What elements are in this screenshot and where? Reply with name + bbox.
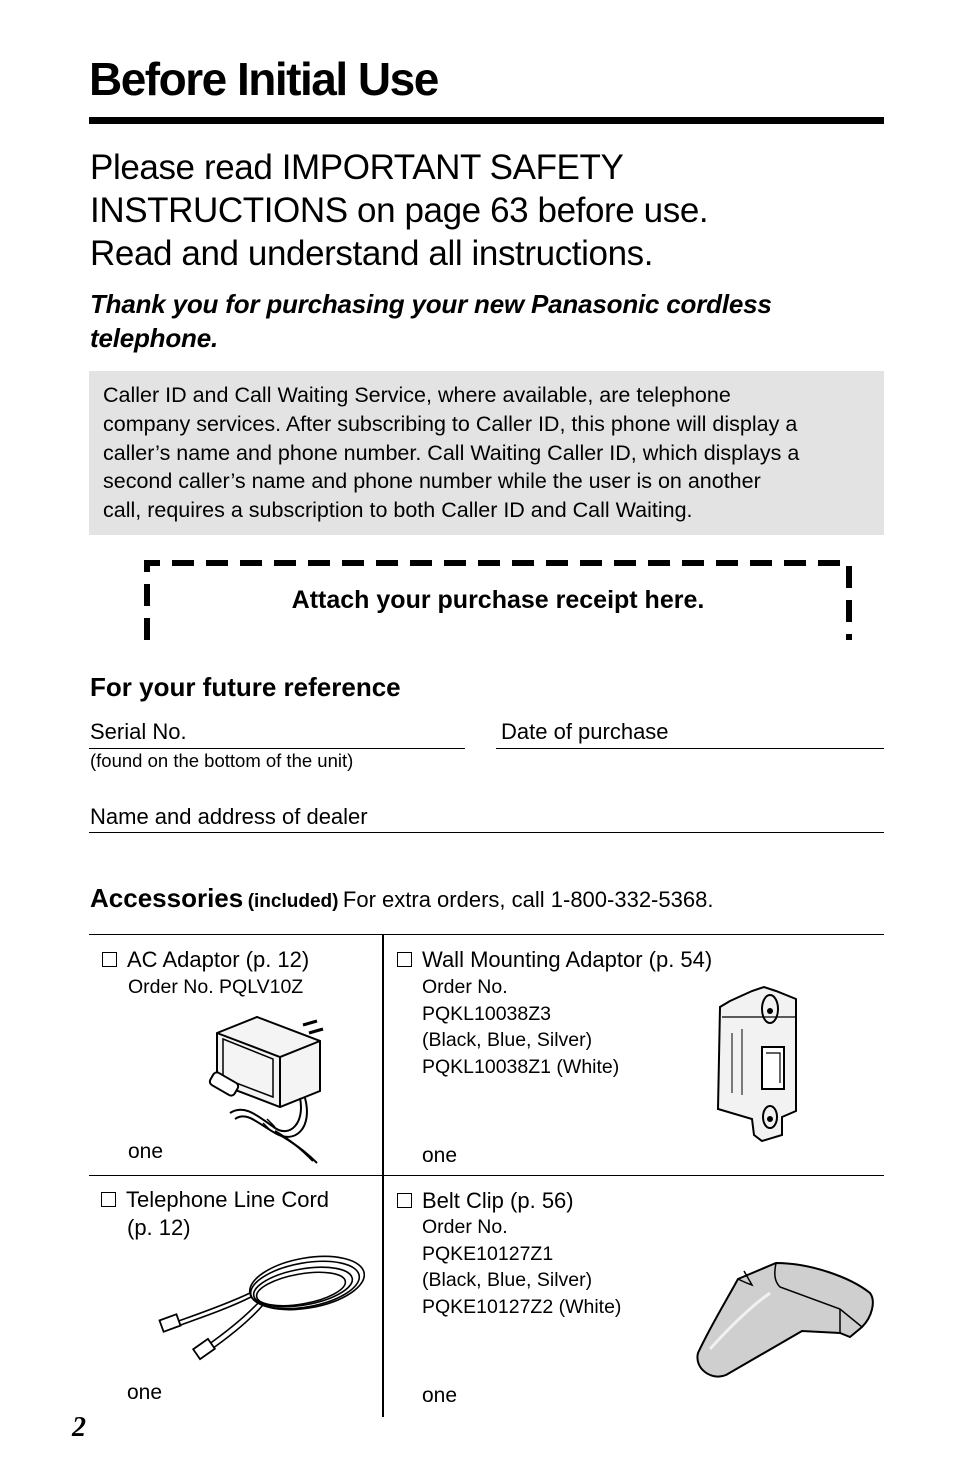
accessory-order-line: PQKL10038Z1 (White): [422, 1055, 620, 1078]
checkbox-icon: [397, 1193, 412, 1208]
accessory-order-line: PQKL10038Z3: [422, 1002, 552, 1025]
wall-mount-adaptor-icon: [712, 983, 808, 1145]
accessory-quantity: one: [128, 1140, 164, 1163]
accessory-ac-adaptor: [102, 947, 309, 973]
accessory-quantity: one: [422, 1384, 458, 1407]
page-number: 2: [72, 1412, 86, 1443]
accessory-order-line: (Black, Blue, Silver): [422, 1029, 593, 1051]
ac-adaptor-icon: [205, 1003, 340, 1165]
accessory-order-line: PQKE10127Z2 (White): [422, 1295, 622, 1318]
accessory-label: Telephone Line Cord: [126, 1187, 330, 1212]
accessories-included: (included): [247, 891, 339, 912]
safety-intro: [90, 146, 890, 275]
accessory-order-info: [422, 1214, 621, 1320]
accessory-order-line: Order No. PQLV10Z: [128, 976, 304, 998]
checkbox-icon: [397, 952, 412, 967]
accessory-order-info: [128, 974, 303, 1001]
accessory-order-line: Order No.: [422, 976, 508, 998]
accessory-order-line: Order No.: [422, 1216, 508, 1238]
accessories-middle-rule: [89, 1175, 884, 1176]
accessory-quantity: one: [127, 1381, 163, 1404]
caller-id-line: call, requires a subscription to both Caller ID and Call Waiting.: [103, 498, 693, 523]
accessory-order-info: [422, 974, 619, 1080]
reference-heading: For your future reference: [90, 672, 401, 702]
accessories-divider: [382, 934, 384, 1417]
caller-id-line: caller’s name and phone number. Call Waiting Caller ID, which displays a: [103, 440, 800, 465]
serial-number-label: Serial No.: [90, 719, 187, 744]
intro-line: Please read IMPORTANT SAFETY: [90, 148, 624, 187]
accessory-label: Wall Mounting Adaptor (p. 54): [422, 947, 713, 972]
accessory-quantity: one: [422, 1144, 458, 1167]
accessory-wall-mounting-adaptor: [397, 947, 712, 973]
checkbox-icon: [101, 1192, 116, 1207]
caller-id-text: [103, 381, 878, 525]
accessory-label: Belt Clip (p. 56): [422, 1188, 574, 1213]
telephone-line-cord-icon: [155, 1253, 365, 1365]
date-of-purchase-line: [496, 748, 884, 749]
accessories-heading-line: [90, 883, 713, 914]
caller-id-line: Caller ID and Call Waiting Service, where available, are telephone: [103, 383, 731, 407]
receipt-label: Attach your purchase receipt here.: [291, 586, 705, 614]
intro-line: Read and understand all instructions.: [90, 234, 654, 273]
title-rule: [89, 117, 884, 124]
thank-you-note: Thank you for purchasing your new Panasonic cordless telephone.: [90, 289, 772, 353]
accessories-orders: For extra orders, call 1-800-332-5368.: [342, 887, 714, 912]
page-title: Before Initial Use: [89, 53, 438, 105]
accessory-label: AC Adaptor (p. 12): [127, 947, 310, 972]
dealer-label: Name and address of dealer: [90, 804, 368, 829]
accessory-telephone-line-cord: [101, 1187, 329, 1213]
checkbox-icon: [102, 952, 117, 967]
caller-id-line: second caller’s name and phone number while the user is on another: [103, 469, 761, 494]
date-of-purchase-label: Date of purchase: [501, 719, 669, 744]
caller-id-notice: [89, 371, 884, 535]
intro-line: INSTRUCTIONS on page 63 before use.: [90, 191, 709, 230]
accessory-order-line: (Black, Blue, Silver): [422, 1269, 593, 1291]
accessory-belt-clip: [397, 1188, 574, 1214]
accessory-order-line: PQKE10127Z1: [422, 1242, 554, 1265]
accessory-order-info: [127, 1215, 191, 1241]
caller-id-line: company services. After subscribing to Caller ID, this phone will display a: [103, 411, 798, 436]
serial-number-note: (found on the bottom of the unit): [90, 750, 354, 771]
serial-number-line: [89, 748, 465, 749]
belt-clip-icon: [690, 1257, 876, 1379]
dealer-line: [89, 832, 884, 833]
accessories-top-rule: [89, 934, 884, 935]
accessories-heading: Accessories: [90, 883, 244, 913]
accessory-page-ref: (p. 12): [127, 1215, 191, 1240]
